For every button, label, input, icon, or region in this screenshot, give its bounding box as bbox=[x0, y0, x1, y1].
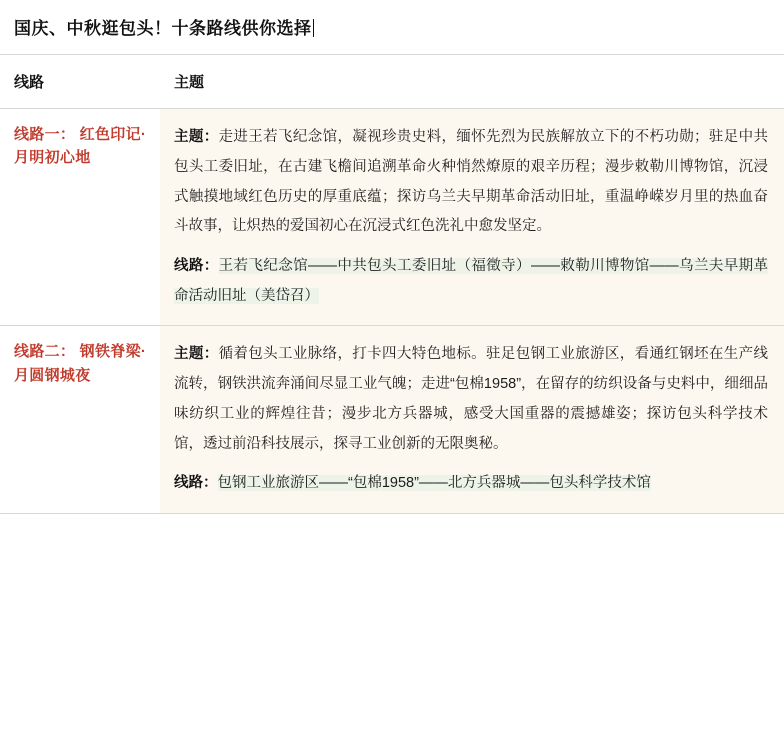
theme-label: 主题： bbox=[174, 346, 219, 363]
column-header-route: 线路 bbox=[0, 55, 160, 109]
route-label: 线路： bbox=[174, 475, 218, 492]
route-paragraph bbox=[174, 469, 768, 499]
theme-text: 循着包头工业脉络，打卡四大特色地标。驻足包钢工业旅游区，看通红钢坯在生产线流转，钢铁洪流奔涌间尽显工业气魄；走进“包棉1958”，在留存的纺织设备与史料中，细细品味纺织工业的辉煌往昔；漫步北方兵器城，感受大国重器的震撼雄姿；探访包头科学技术馆，透过前沿科技展示，探寻工业创新的无限奥秘。 bbox=[174, 346, 768, 452]
route-paragraph bbox=[174, 252, 768, 311]
page-title bbox=[0, 0, 784, 54]
theme-text: 走进王若飞纪念馆，凝视珍贵史料，缅怀先烈为民族解放立下的不朽功勋；驻足中共包头工委旧址，在古建飞檐间追溯革命火种悄然燎原的艰辛历程；漫步敕勒川博物馆，沉浸式触摸地域红色历史的厚重底蕴；探访乌兰夫早期革命活动旧址，重温峥嵘岁月里的热血奋斗故事，让炽热的爱国初心在沉浸式红色洗礼中愈发坚定。 bbox=[174, 129, 768, 235]
theme-paragraph bbox=[174, 340, 768, 459]
theme-paragraph bbox=[174, 123, 768, 242]
route-name-cell: 线路一： 红色印记·月明初心地 bbox=[0, 109, 160, 326]
routes-table bbox=[0, 54, 784, 514]
page-title-text: 国庆、中秋逛包头！十条路线供你选择 bbox=[14, 19, 312, 38]
route-text: 包钢工业旅游区——“包棉1958”——北方兵器城——包头科学技术馆 bbox=[217, 475, 651, 492]
route-name-cell: 线路二： 钢铁脊梁·月圆钢城夜 bbox=[0, 326, 160, 514]
text-cursor bbox=[313, 19, 314, 37]
table-row bbox=[0, 326, 784, 514]
route-detail-cell bbox=[160, 326, 784, 514]
route-label: 线路： bbox=[174, 257, 219, 274]
route-detail-cell bbox=[160, 109, 784, 326]
table-row bbox=[0, 109, 784, 326]
table-header-row bbox=[0, 55, 784, 109]
theme-label: 主题： bbox=[174, 129, 219, 146]
route-text: 王若飞纪念馆——中共包头工委旧址（福徵寺）——敕勒川博物馆——乌兰夫早期革命活动旧址（美岱召） bbox=[174, 257, 769, 304]
column-header-theme: 主题 bbox=[160, 55, 784, 109]
